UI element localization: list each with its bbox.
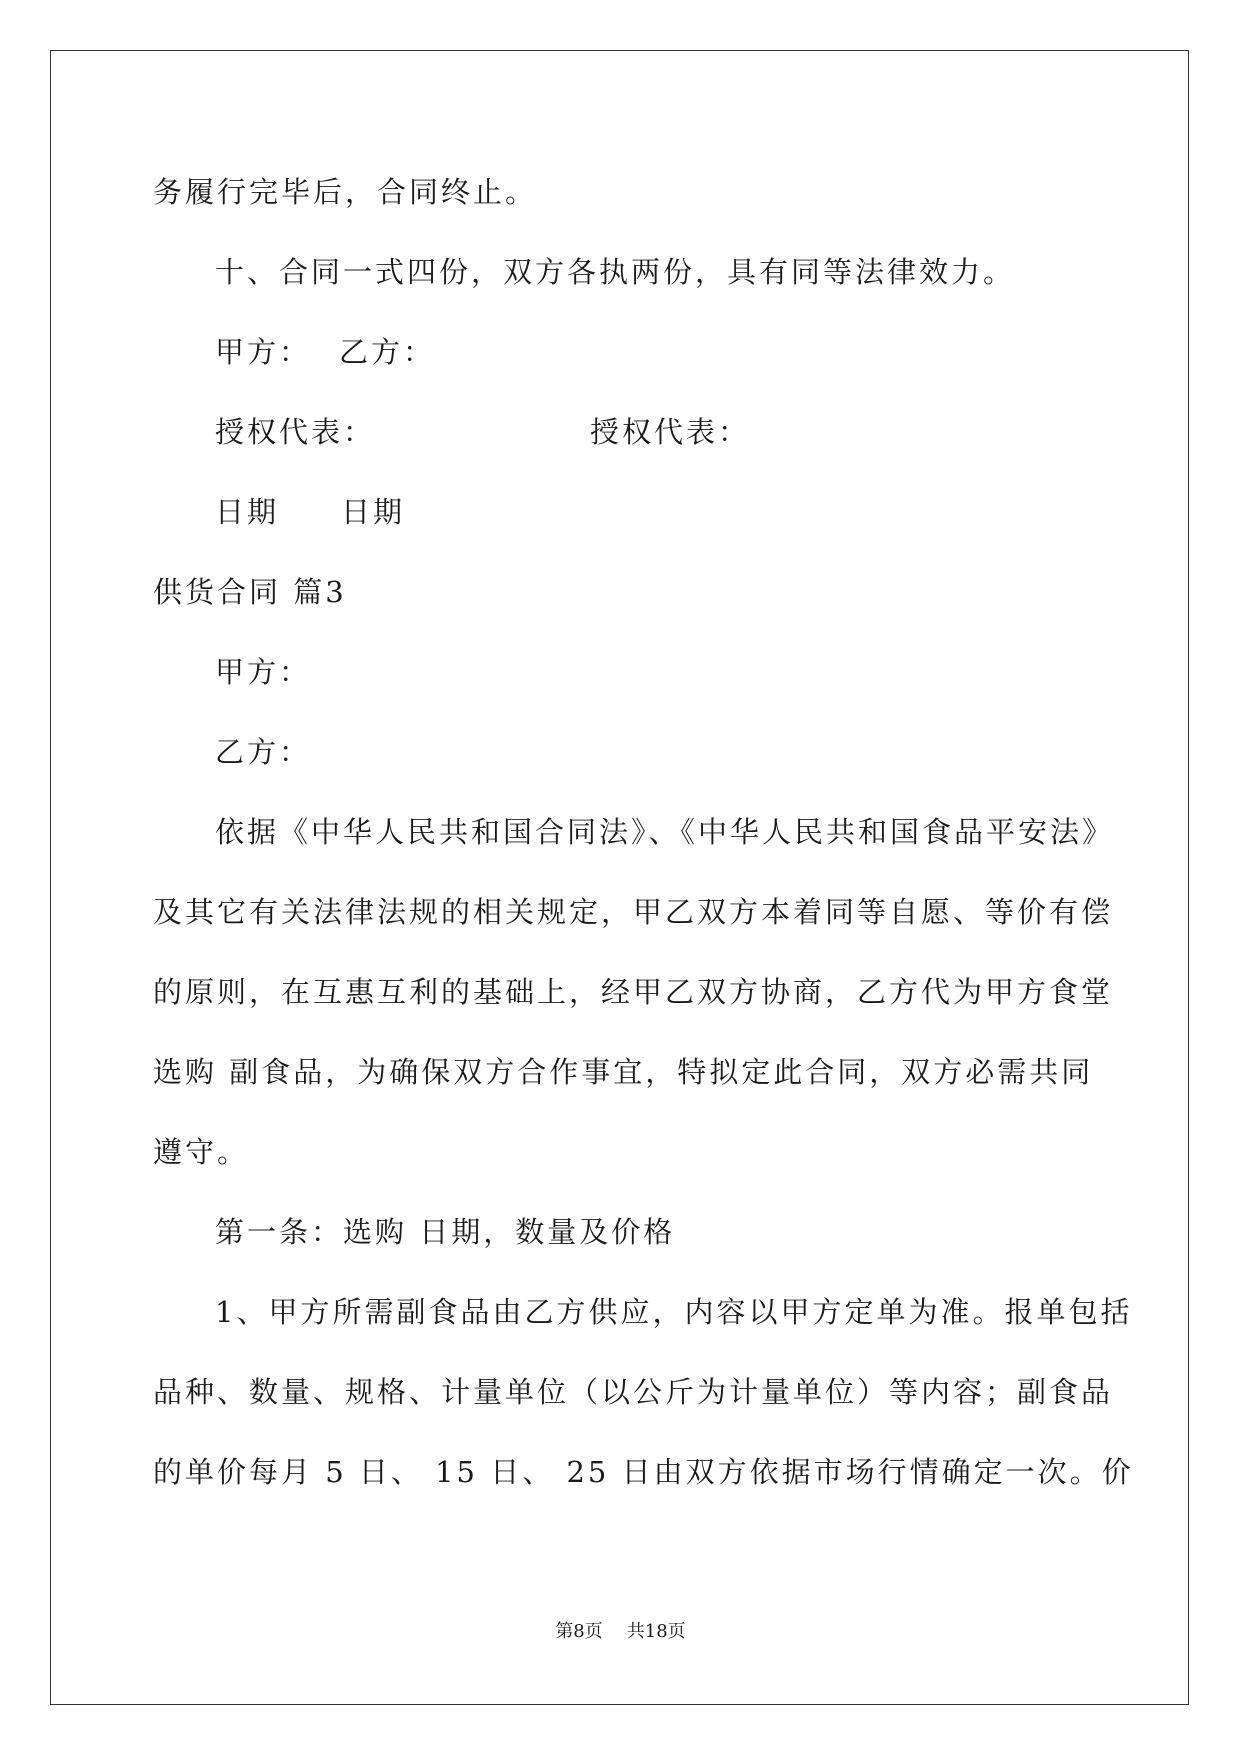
date-a-label: 日期 (215, 495, 280, 529)
page-total: 共18页 (626, 1621, 686, 1642)
party-b-label: 乙方： (339, 335, 436, 369)
text-line: 的原则，在互惠互利的基础上，经甲乙双方协商，乙方代为甲方食堂 (153, 975, 1114, 1009)
party-b-label: 乙方： (215, 735, 312, 769)
text-line: 品种、数量、规格、计量单位（以公斤为计量单位）等内容；副食品 (153, 1375, 1114, 1409)
rep-a-label: 授权代表： (215, 415, 376, 449)
text-line: 选购 副食品，为确保双方合作事宜，特拟定此合同，双方必需共同 (153, 1055, 1094, 1089)
page-footer (0, 1620, 1241, 1644)
text-line: 十、合同一式四份，双方各执两份，具有同等法律效力。 (215, 255, 1016, 289)
text-line: 务履行完毕后，合同终止。 (153, 175, 538, 209)
date-b-label: 日期 (341, 495, 406, 529)
page-number: 第8页 (555, 1621, 603, 1642)
article-heading: 第一条：选购 日期，数量及价格 (215, 1215, 676, 1249)
party-a-label: 甲方： (215, 335, 312, 369)
text-line: 依据《中华人民共和国合同法》、《中华人民共和国食品平安法》 (215, 815, 1115, 849)
text-line: 及其它有关法律法规的相关规定，甲乙双方本着同等自愿、等价有偿 (153, 895, 1114, 929)
section-heading: 供货合同 篇3 (153, 575, 347, 609)
rep-b-label: 授权代表： (590, 415, 751, 449)
text-line: 1、甲方所需副食品由乙方供应，内容以甲方定单为准。报单包括 (215, 1295, 1133, 1329)
party-a-label: 甲方： (215, 655, 312, 689)
text-line: 遵守。 (153, 1135, 250, 1169)
text-line: 的单价每月 5 日、 15 日、 25 日由双方依据市场行情确定一次。价 (153, 1455, 1134, 1489)
